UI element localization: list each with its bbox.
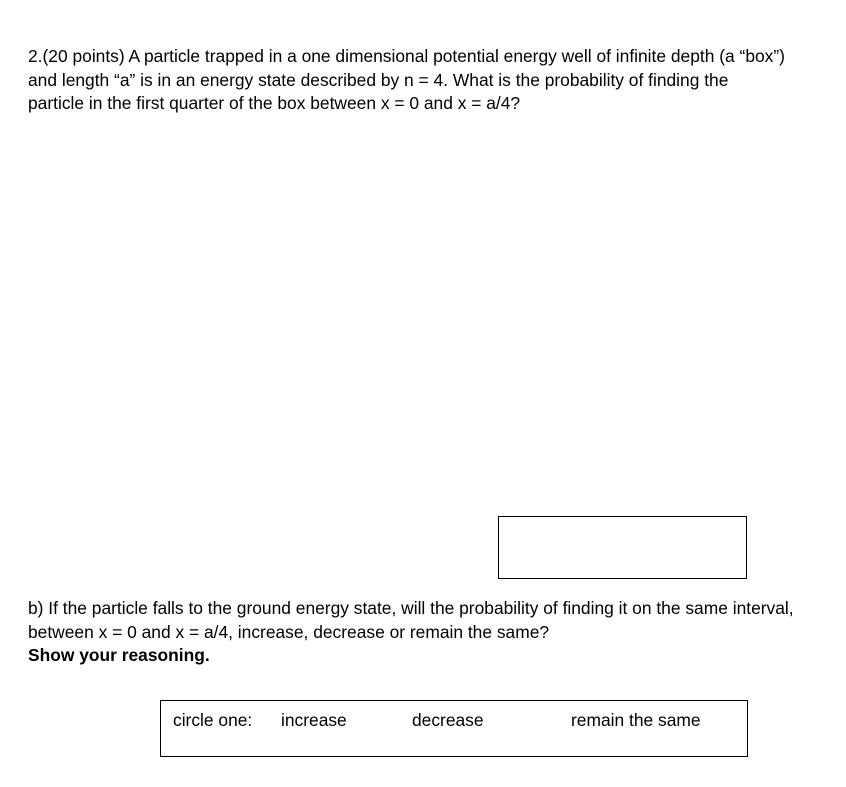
question-part-b — [28, 597, 808, 668]
choice-decrease[interactable]: decrease — [412, 710, 484, 730]
choice-increase[interactable]: increase — [281, 710, 347, 730]
answer-box[interactable] — [498, 516, 747, 579]
question-part-b-text: b) If the particle falls to the ground energy state, will the probability of finding it on the same interval, between x = 0 and x = a/4, increase, decrease or remain the same? — [28, 598, 794, 642]
show-reasoning-instruction: Show your reasoning. — [28, 645, 210, 665]
circle-one-box — [160, 700, 748, 757]
question-part-a: 2.(20 points) A particle trapped in a one dimensional potential energy well of infinite depth (a “box”) and length “a” is in an energy state described by n = 4. What is the probability of finding the particle in the first quarter of the box between x = 0 and x = a/4? — [28, 46, 785, 113]
circle-one-label: circle one: — [173, 710, 253, 730]
choice-remain-the-same[interactable]: remain the same — [571, 710, 701, 730]
